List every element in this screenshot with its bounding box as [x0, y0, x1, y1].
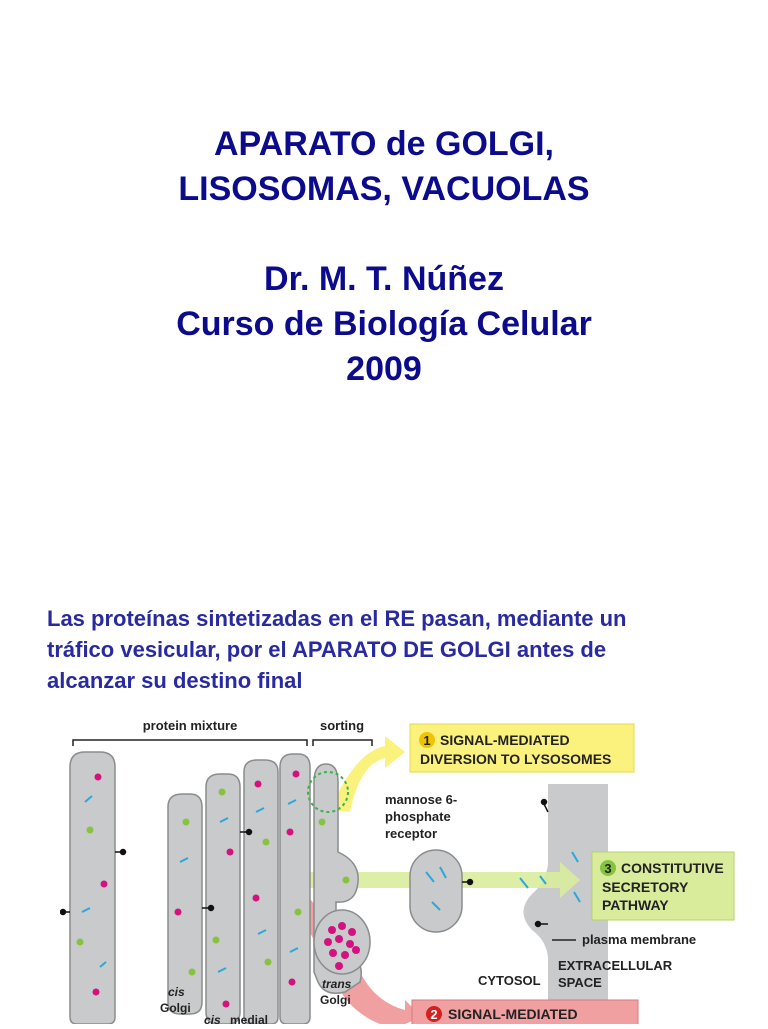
pathway1-line1: SIGNAL-MEDIATED — [440, 732, 570, 748]
step-3-number: 3 — [604, 861, 612, 876]
cytosol-label: CYTOSOL — [478, 973, 541, 988]
title-line-1: APARATO de GOLGI, — [213, 125, 555, 163]
pathway2-line1: SIGNAL-MEDIATED — [448, 1006, 578, 1022]
intro-line-2: tráfico vesicular, por el APARATO DE GOLGI antes de — [47, 637, 607, 662]
golgi-cisterna-3 — [244, 760, 278, 1024]
intro-line-1: Las proteínas sintetizadas en el RE pasan, mediante un — [47, 606, 627, 631]
slide-title-block — [0, 122, 768, 392]
plasma-membrane-label: plasma membrane — [582, 932, 697, 947]
receptor-label-3: receptor — [385, 826, 438, 841]
pathway3-line3: PATHWAY — [602, 897, 669, 913]
golgi-cisterna-2 — [206, 774, 240, 1024]
step-2-number: 2 — [430, 1007, 438, 1022]
trans-label: trans — [322, 977, 352, 991]
year: 2009 — [346, 350, 422, 388]
medial-label: medial — [230, 1013, 269, 1024]
golgi-sorting-diagram — [60, 712, 768, 1024]
pathway3-line1: CONSTITUTIVE — [621, 860, 724, 876]
receptor-label-1: mannose 6- — [385, 792, 458, 807]
golgi-diagram-svg — [60, 712, 768, 1024]
pathway3-line2: SECRETORY — [602, 879, 689, 895]
extracellular-label-1: EXTRACELLULAR — [558, 958, 673, 973]
cis-golgi-label: Golgi — [160, 1001, 191, 1015]
golgi-cisterna-1 — [168, 794, 202, 1014]
receptor-label-2: phosphate — [385, 809, 451, 824]
sorting-label: sorting — [319, 718, 365, 733]
title-line-2: LISOSOMAS, VACUOLAS — [178, 170, 590, 208]
intro-paragraph — [47, 603, 737, 696]
cis-label: cis — [168, 985, 185, 999]
step-1-number: 1 — [423, 733, 431, 748]
protein-mixture-label: protein mixture — [142, 718, 238, 733]
cis-label-2: cis — [204, 1013, 221, 1024]
trans-golgi-label: Golgi — [320, 993, 351, 1007]
course-name: Curso de Biología Celular — [176, 305, 592, 343]
er-cisterna — [70, 752, 115, 1024]
extracellular-label-2: SPACE — [558, 975, 602, 990]
intro-line-3: alcanzar su destino final — [47, 668, 303, 693]
protein-mixture-bracket — [73, 740, 307, 746]
transport-vesicle — [410, 850, 462, 932]
pathway1-line2: DIVERSION TO LYSOSOMES — [420, 751, 612, 767]
sorting-bracket — [313, 740, 372, 746]
author-name: Dr. M. T. Núñez — [264, 260, 504, 298]
